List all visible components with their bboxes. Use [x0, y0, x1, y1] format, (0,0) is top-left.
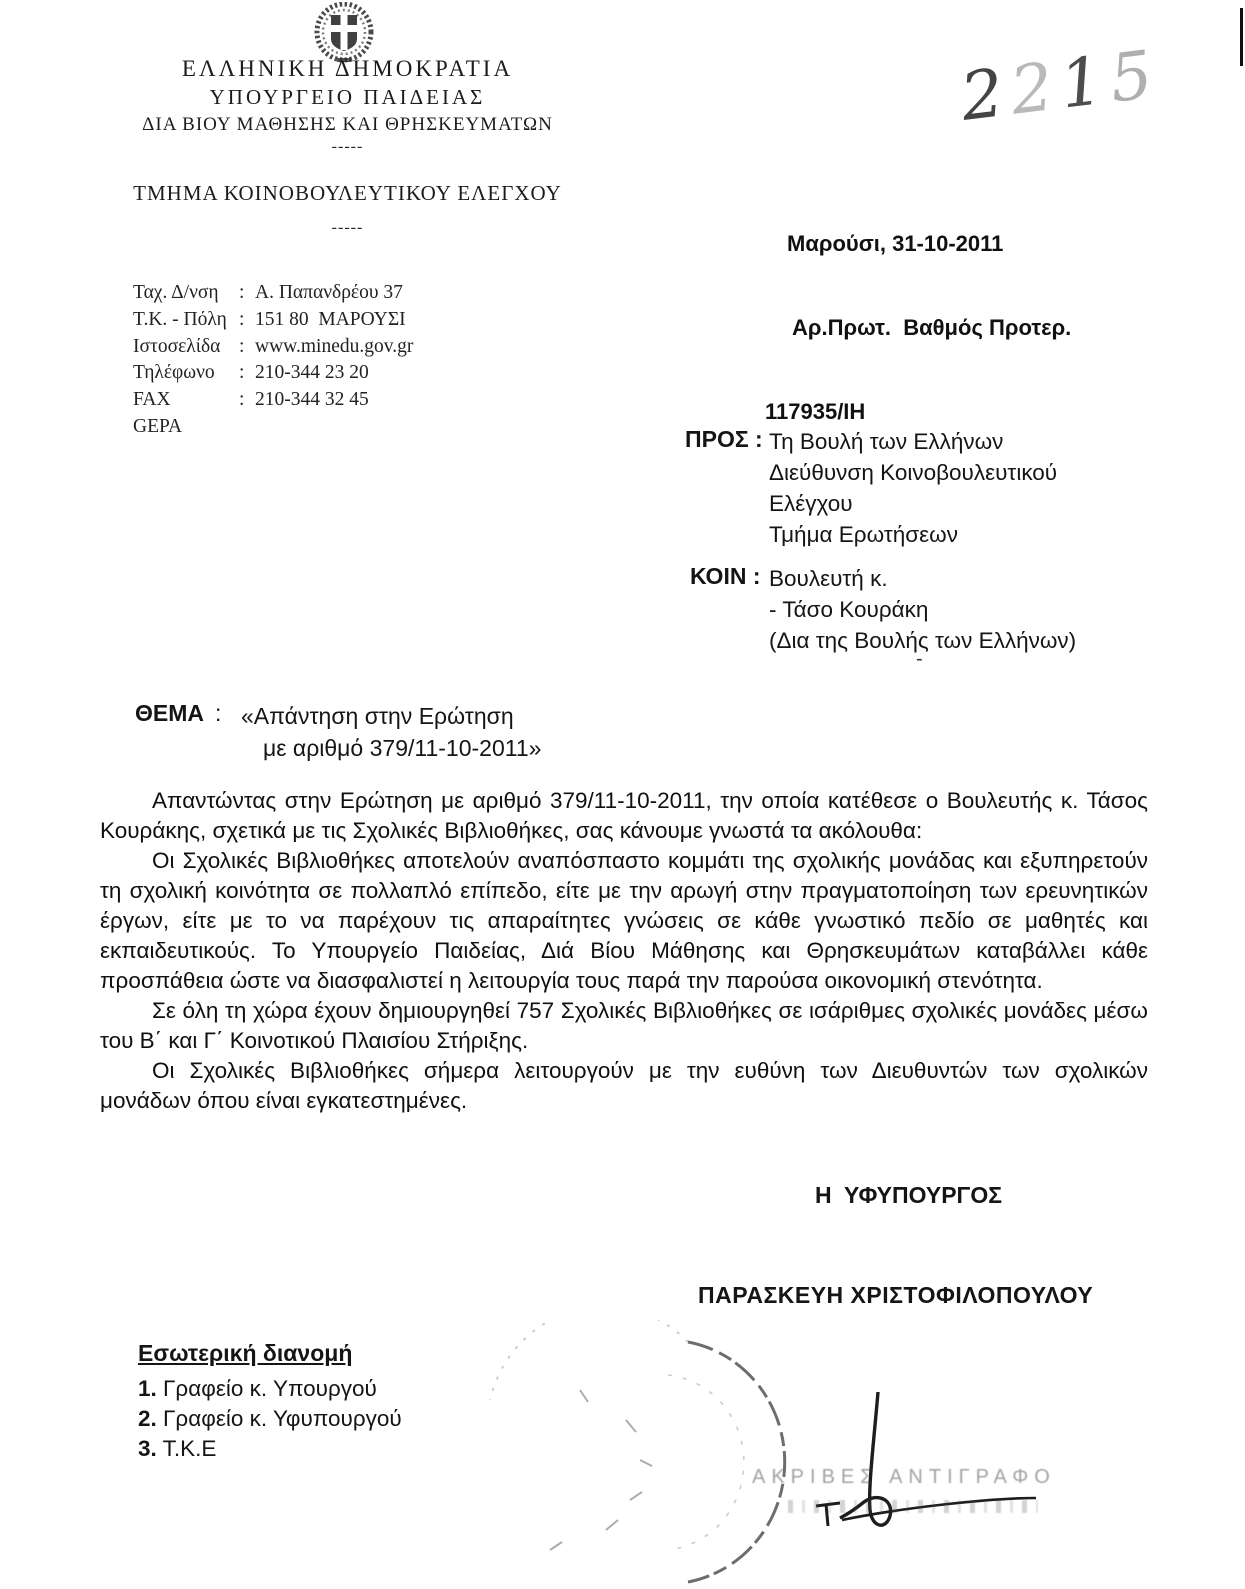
round-stamp-icon	[490, 1320, 785, 1582]
contact-value: www.minedu.gov.gr	[255, 335, 414, 357]
recipient-to-block	[685, 426, 1057, 550]
distribution-item-number: 3.	[138, 1436, 157, 1461]
to-line: Διεύθυνση Κοινοβουλευτικού	[769, 460, 1058, 485]
handwritten-protocol-number	[930, 20, 1190, 140]
department-block	[90, 181, 605, 237]
contact-label: Τηλέφωνο	[133, 362, 215, 384]
subject-lines	[241, 700, 541, 764]
contact-value: 151 80 ΜΑΡΟΥΣΙ	[255, 308, 406, 330]
subject-colon: :	[215, 700, 222, 726]
body-paragraph: Σε όλη τη χώρα έχουν δημιουργηθεί 757 Σχολικές Βιβλιοθήκες σε ισάριθμες σχολικές μονάδες μέσω του Β΄ και Γ΄ Κοινοτικού Πλαισίου Στήριξης.	[100, 998, 1148, 1053]
contact-value: 210-344 32 45	[255, 389, 369, 411]
letterhead	[90, 56, 605, 156]
scan-edge-artifact	[1240, 8, 1243, 66]
subject-line1: «Απάντηση στην Ερώτηση	[241, 703, 514, 729]
distribution-item-text: Τ.Κ.Ε	[162, 1436, 217, 1461]
distribution-item-text: Γραφείο κ. Υφυπουργού	[163, 1406, 402, 1431]
distribution-title: Εσωτερική διανομή	[138, 1340, 353, 1366]
protocol-labels: Αρ.Πρωτ. Βαθμός Προτερ.	[792, 315, 1072, 340]
contact-value: 210-344 23 20	[255, 362, 369, 384]
contact-sep: :	[239, 389, 245, 411]
contact-sep: :	[239, 362, 245, 384]
cc-line: (Δια της Βουλής των Ελλήνων)	[769, 628, 1077, 653]
scan-artifact-dash: -	[916, 648, 923, 670]
cc-line: - Τάσο Κουράκη	[769, 597, 929, 622]
department-divider: -----	[331, 219, 364, 236]
distribution-item	[138, 1404, 402, 1434]
body-paragraph: Οι Σχολικές Βιβλιοθήκες αποτελούν αναπόσπαστο κομμάτι της σχολικής μονάδας και εξυπηρετούν τη σχολική κοινότητα σε πολλαπλό επίπεδο, είτε με την αρωγή στην πραγματοποίηση των ερευνητικών έργων, είτε με το να παρέχουν τις απαραίτητες γνώσεις σε κάθε γνωστικό πεδίο σε μαθητές και εκπαιδευτικούς. Το Υπουργείο Παιδείας, Διά Βίου Μάθησης και Θρησκευμάτων καταβάλλει κάθε προσπάθεια ώστε να διασφαλιστεί η λειτουργία τους παρά την παρούσα οικονομική στενότητα.	[100, 848, 1148, 993]
contact-sep: :	[239, 308, 245, 330]
to-line: Ελέγχου	[769, 491, 853, 516]
contact-label: Ιστοσελίδα	[133, 335, 221, 357]
contact-row	[133, 389, 413, 416]
signatory-name: ΠΑΡΑΣΚΕΥΗ ΧΡΙΣΤΟΦΙΛΟΠΟΥΛΟΥ	[698, 1282, 1094, 1308]
distribution-item-text: Γραφείο κ. Υπουργού	[163, 1376, 377, 1401]
signatory-title: Η ΥΦΥΠΟΥΡΓΟΣ	[815, 1182, 1003, 1208]
to-label: ΠΡΟΣ :	[685, 426, 763, 452]
contact-sep: :	[239, 335, 245, 357]
distribution-item	[138, 1374, 402, 1404]
contact-label: Τ.Κ. - Πόλη	[133, 308, 227, 330]
letterhead-ministry: ΥΠΟΥΡΓΕΙΟ ΠΑΙΔΕΙΑΣ	[209, 85, 486, 109]
body-paragraph: Οι Σχολικές Βιβλιοθήκες σήμερα λειτουργούν με την ευθύνη των Διευθυντών των σχολικών μονάδων όπου είναι εγκατεστημένες.	[100, 1058, 1148, 1113]
contact-row	[133, 336, 413, 363]
certified-copy-stamp-subline	[788, 1500, 1038, 1513]
distribution-item-number: 2.	[138, 1406, 157, 1431]
round-stamp-and-signature	[430, 1320, 1110, 1589]
distribution-item	[138, 1434, 402, 1464]
to-line: Τη Βουλή των Ελλήνων	[769, 429, 1004, 454]
recipient-cc-block	[690, 563, 1076, 656]
letterhead-divider: -----	[331, 138, 364, 155]
cc-lines	[769, 563, 1076, 656]
contact-label: GEPA	[133, 415, 183, 437]
body-paragraph: Απαντώντας στην Ερώτηση με αριθμό 379/11-10-2011, την οποία κατέθεσε ο Βουλευτής κ. Τάσος Κουράκης, σχετικά με τις Σχολικές Βιβλιοθήκες, σας κάνουμε γνωστά τα ακόλουθα:	[100, 788, 1148, 843]
contact-value: Α. Παπανδρέου 37	[255, 282, 403, 303]
department-name: ΤΜΗΜΑ ΚΟΙΝΟΒΟΥΛΕΥΤΙΚΟΥ ΕΛΕΓΧΟΥ	[133, 181, 562, 205]
to-lines	[769, 426, 1057, 550]
svg-text:2215: 2215	[956, 35, 1165, 136]
letterhead-republic: ΕΛΛΗΝΙΚΗ ΔΗΜΟΚΡΑΤΙΑ	[181, 56, 514, 81]
cc-line: Βουλευτή κ.	[769, 566, 888, 591]
contact-label: Ταχ. Δ/νση	[133, 282, 219, 303]
subject-line2: με αριθμό 379/11-10-2011»	[263, 735, 542, 761]
contact-value	[255, 416, 413, 443]
letter-body	[100, 786, 1148, 1116]
greek-coat-of-arms-icon	[303, 2, 385, 64]
contact-row	[133, 362, 413, 389]
to-line: Τμήμα Ερωτήσεων	[769, 522, 958, 547]
contact-sep: :	[239, 282, 245, 303]
contact-row	[133, 309, 413, 336]
contact-row	[133, 282, 413, 309]
contact-sep	[239, 416, 255, 443]
distribution-block	[138, 1338, 402, 1464]
subject-block	[135, 700, 541, 764]
cc-label: ΚΟΙΝ :	[690, 563, 761, 589]
distribution-item-number: 1.	[138, 1376, 157, 1401]
certified-copy-stamp-text: ΑΚΡΙΒΕΣ ΑΝΤΙΓΡΑΦΟ	[752, 1466, 1056, 1488]
city-date: Μαρούσι, 31-10-2011	[787, 231, 1004, 256]
letterhead-ministry-line2: ΔΙΑ ΒΙΟΥ ΜΑΘΗΣΗΣ ΚΑΙ ΘΡΗΣΚΕΥΜΑΤΩΝ	[142, 114, 553, 135]
protocol-number: 117935/ΙΗ	[765, 399, 866, 424]
contact-row	[133, 416, 413, 443]
subject-label: ΘΕΜΑ	[135, 700, 204, 726]
contact-label: FAX	[133, 389, 171, 411]
contact-block	[133, 282, 413, 443]
